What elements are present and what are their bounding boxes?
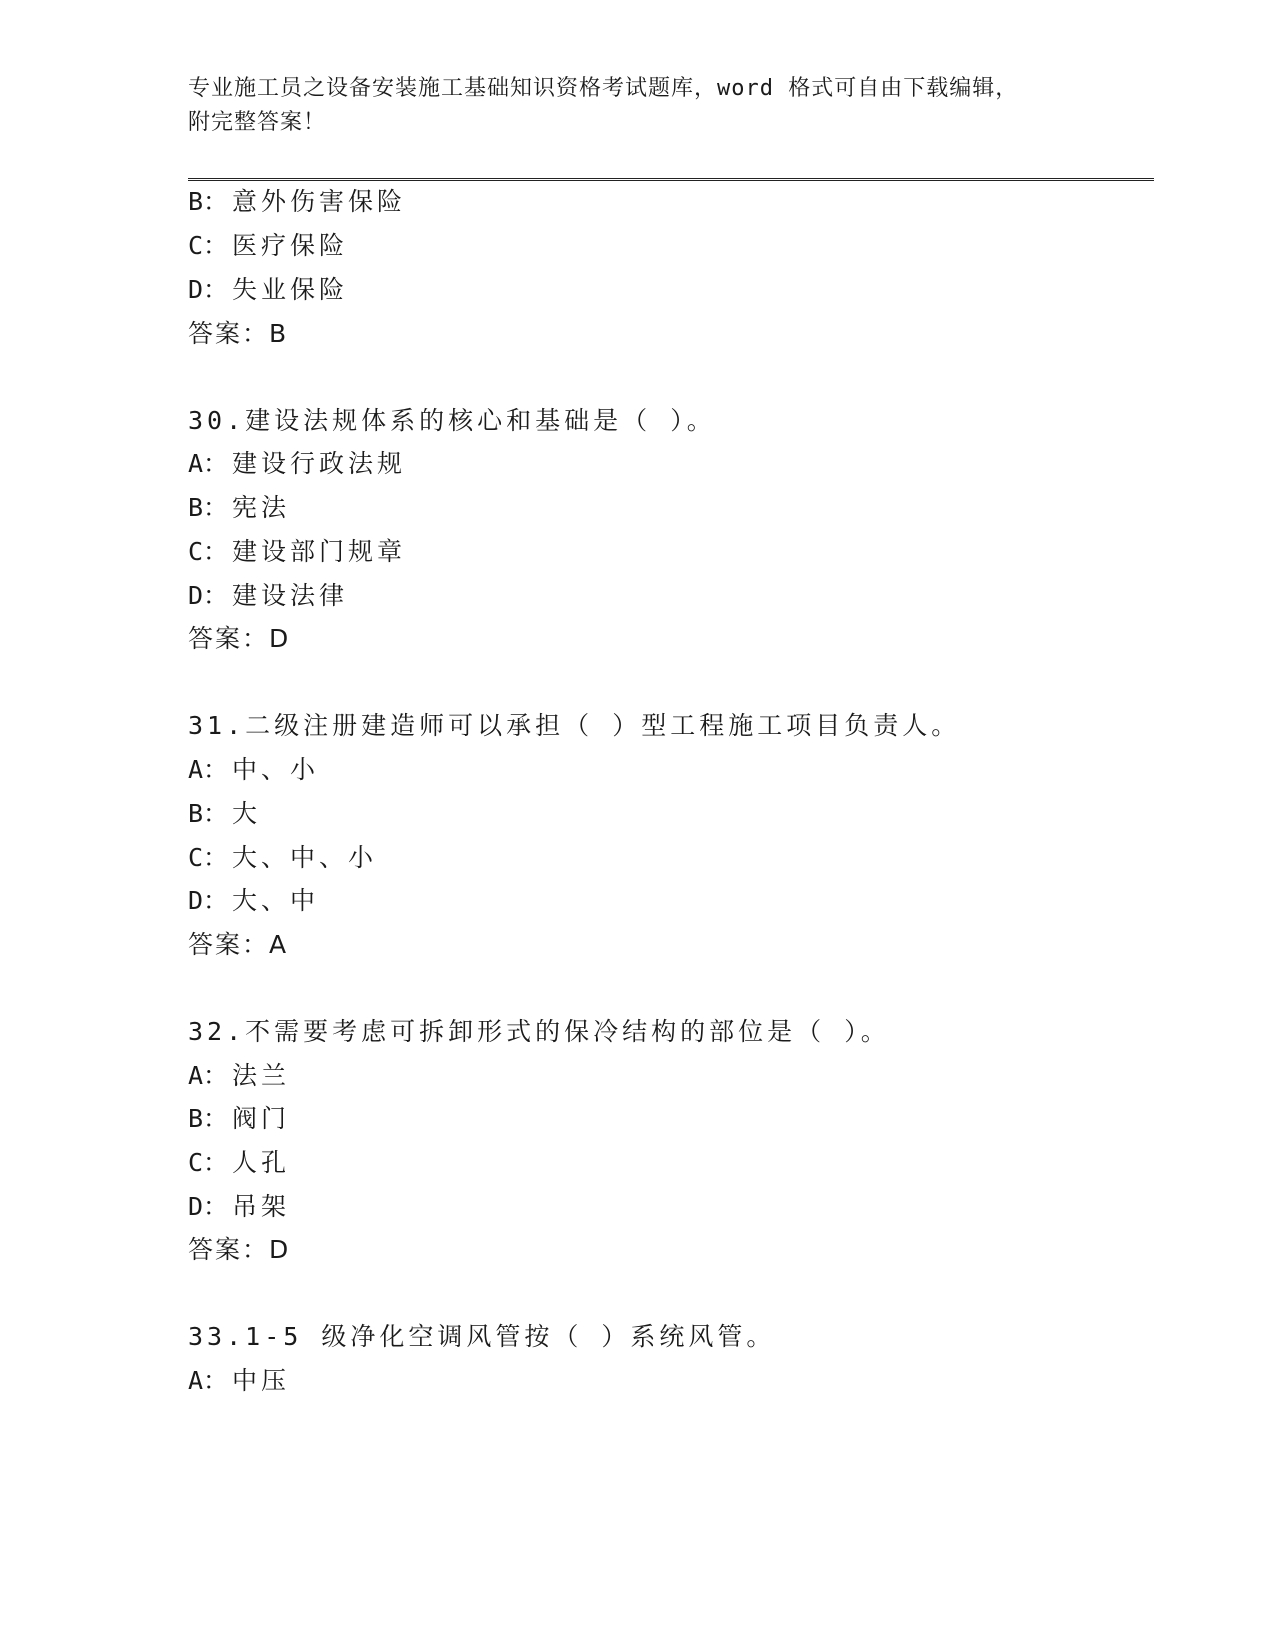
option-label: A：	[188, 1366, 229, 1395]
option-b	[188, 1103, 290, 1135]
option-label: D：	[188, 581, 229, 610]
option-text: 失业保险	[232, 275, 349, 304]
option-label: B：	[188, 799, 229, 828]
option-text: 医疗保险	[232, 231, 349, 260]
question-stem-33: 33.1-5 级净化空调风管按（ ）系统风管。	[188, 1322, 776, 1351]
answer-line: 答案：D	[188, 624, 291, 653]
option-label: D：	[188, 275, 229, 304]
header-line-2: 附完整答案！	[188, 110, 327, 135]
option-text: 大、中、小	[232, 843, 378, 872]
option-label: D：	[188, 1192, 229, 1221]
option-c	[188, 1147, 290, 1179]
option-label: A：	[188, 449, 229, 478]
option-a	[188, 1060, 290, 1092]
option-c	[188, 230, 348, 262]
option-text: 建设部门规章	[232, 537, 407, 566]
option-label: A：	[188, 755, 229, 784]
option-c	[188, 842, 377, 874]
option-label: C：	[188, 231, 229, 260]
option-label: A：	[188, 1061, 229, 1090]
option-label: C：	[188, 1148, 229, 1177]
option-text: 人孔	[232, 1148, 291, 1177]
document-header	[188, 72, 1088, 140]
option-b	[188, 492, 290, 524]
option-text: 宪法	[232, 493, 291, 522]
option-d	[188, 885, 319, 917]
option-text: 意外伤害保险	[232, 187, 407, 216]
option-text: 大、中	[232, 886, 320, 915]
option-text: 中压	[232, 1366, 291, 1395]
question-stem-31: 31.二级注册建造师可以承担（ ）型工程施工项目负责人。	[188, 711, 961, 740]
option-label: C：	[188, 537, 229, 566]
header-divider	[188, 178, 1154, 181]
option-text: 法兰	[232, 1061, 291, 1090]
option-text: 建设行政法规	[232, 449, 407, 478]
option-text: 阀门	[232, 1104, 291, 1133]
option-text: 大	[232, 799, 262, 828]
option-a	[188, 448, 406, 480]
option-text: 中、小	[232, 755, 320, 784]
option-d	[188, 1191, 290, 1223]
question-stem-30: 30.建设法规体系的核心和基础是（ ）。	[188, 406, 716, 435]
option-d	[188, 580, 348, 612]
question-stem-32: 32.不需要考虑可拆卸形式的保冷结构的部位是（ ）。	[188, 1017, 890, 1046]
header-line-1: 专业施工员之设备安装施工基础知识资格考试题库，word 格式可自由下载编辑，	[188, 76, 1019, 101]
option-a	[188, 754, 319, 786]
answer-line: 答案：B	[188, 319, 289, 348]
option-text: 吊架	[232, 1192, 291, 1221]
answer-line: 答案：D	[188, 1235, 291, 1264]
option-label: B：	[188, 493, 229, 522]
answer-line: 答案：A	[188, 930, 289, 959]
option-b	[188, 798, 261, 830]
option-label: B：	[188, 187, 229, 216]
option-b	[188, 186, 406, 218]
option-label: C：	[188, 843, 229, 872]
option-a	[188, 1365, 290, 1397]
option-text: 建设法律	[232, 581, 349, 610]
option-d	[188, 274, 348, 306]
option-label: B：	[188, 1104, 229, 1133]
option-c	[188, 536, 406, 568]
option-label: D：	[188, 886, 229, 915]
